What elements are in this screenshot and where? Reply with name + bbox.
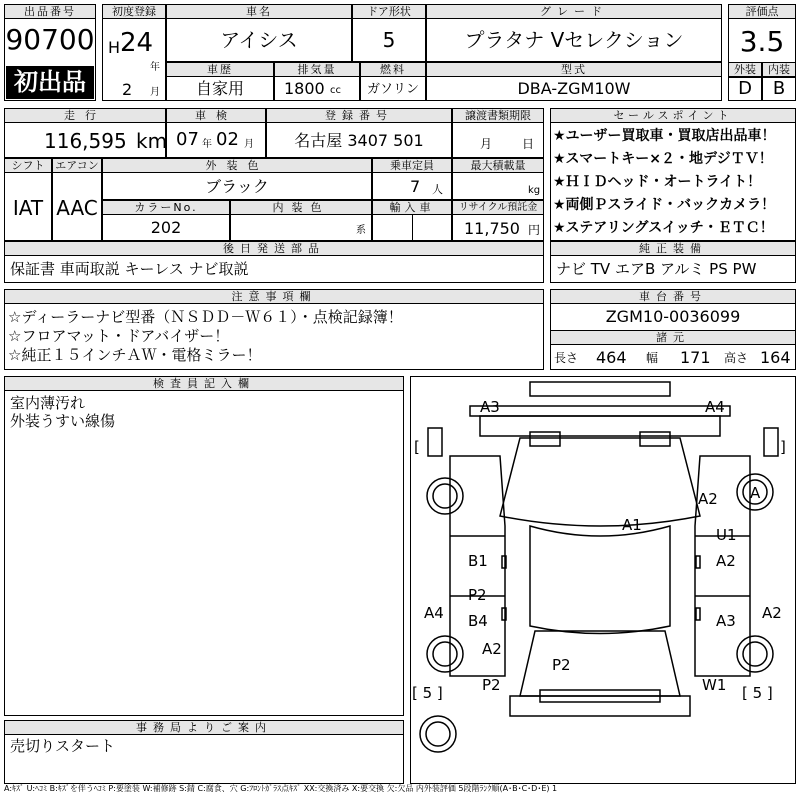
sales-point-1: ★ユーザー買取車・買取店出品車！ [553, 128, 776, 144]
color-no-label: カラーNo. [102, 200, 230, 215]
shift-label: シフト [4, 158, 52, 173]
inspection-year: 07 [176, 129, 199, 150]
office-note: 売切りスタート [10, 737, 116, 755]
import-divider [412, 215, 452, 241]
door-handle-right-rear [696, 608, 700, 620]
chassis-number: ZGM10-0036099 [605, 307, 741, 326]
car-name-label: 車名 [166, 4, 352, 19]
note-1: ☆ディーラーナビ型番（ＮＳＤＤ－Ｗ６１）・点検記録簿！ [8, 308, 403, 326]
sales-points-label: セールスポイント [550, 108, 796, 123]
equipment: ナビ TV エアB アルミ PS PW [556, 260, 757, 278]
car-damage-diagram [410, 376, 796, 784]
mark-rear-left-box: [ 5 ] [412, 684, 443, 702]
door-handle-right [696, 556, 700, 568]
inspection-label: 車検 [166, 108, 266, 123]
mark-left-rear-bottom: P2 [482, 676, 501, 694]
wheel-front-left-inner [433, 484, 457, 508]
later-parts-label: 後日発送部品 [4, 241, 544, 256]
bracket-left: [ [414, 438, 420, 456]
inspection-month: 02 [216, 129, 239, 150]
wheel-rear-left-inner [433, 642, 457, 666]
recycle-unit: 円 [528, 223, 541, 237]
history: 自家用 [195, 79, 244, 98]
office-label: 事務局よりご案内 [4, 720, 404, 735]
inspection-year-unit: 年 [202, 139, 212, 150]
month-unit: 月 [150, 87, 160, 98]
recycle-label: リサイクル預託金 [452, 200, 544, 215]
bracket-right: ] [780, 438, 786, 456]
note-2: ☆フロアマット・ドアバイザー！ [8, 327, 230, 345]
door-count: 5 [382, 28, 396, 52]
mileage-unit: km [136, 129, 168, 153]
spare-wheel-inner [426, 722, 450, 746]
displacement: 1800 [284, 79, 325, 98]
inspector-line-1: 室内薄汚れ [10, 394, 86, 412]
rear-window-shape [520, 631, 680, 696]
inspection-month-unit: 月 [244, 139, 254, 150]
mark-right-front-door-1: U1 [716, 526, 737, 544]
mark-left-front-door: B1 [468, 552, 488, 570]
shift: IAT [12, 196, 44, 220]
door-handle-left-rear [502, 608, 506, 620]
fuel-label: 燃料 [360, 62, 426, 77]
exterior-label: 外装 [728, 62, 762, 77]
front-bumper-shape [470, 406, 730, 416]
rear-bumper-shape [510, 696, 690, 716]
fuel: ガソリン [366, 82, 419, 97]
year-unit: 年 [150, 62, 160, 73]
lot-number: 90700 [5, 23, 95, 56]
displacement-unit: cc [330, 85, 341, 96]
ext-color-label: 外装色 [102, 158, 372, 173]
door-handle-left [502, 556, 506, 568]
capacity-label: 乗車定員 [372, 158, 452, 173]
grade: プラタナ Vセレクション [464, 28, 684, 52]
transfer-month-unit: 月 [480, 137, 493, 151]
door-label: ドア形状 [352, 4, 426, 19]
history-label: 車歴 [166, 62, 274, 77]
first-reg-year: 24 [120, 28, 154, 58]
interior-label: 内装 [762, 62, 796, 77]
sales-point-2: ★スマートキー×２・地デジＴＶ！ [553, 151, 773, 167]
first-reg-label: 初度登録 [102, 4, 166, 19]
later-parts: 保証書 車両取説 キーレス ナビ取説 [10, 260, 249, 278]
int-color-unit: 系 [356, 225, 366, 236]
displacement-label: 排気量 [274, 62, 360, 77]
max-load-unit: kg [528, 185, 541, 196]
era: H [108, 38, 121, 57]
sales-point-3: ★ＨＩＤヘッド・オートライト！ [553, 174, 762, 190]
front-top-bar [530, 382, 670, 396]
transfer-day-unit: 日 [522, 137, 535, 151]
first-listing-badge: 初出品 [6, 66, 94, 99]
inspector-label: 検査員記入欄 [4, 376, 404, 391]
height-label: 高さ [724, 351, 749, 365]
length: 464 [596, 348, 627, 367]
wheel-rear-right-inner [743, 642, 767, 666]
mark-left-quarter: A2 [482, 640, 502, 658]
width-label: 幅 [646, 351, 659, 365]
front-grille-shape [480, 416, 720, 436]
mark-left-rear-door-2: B4 [468, 612, 488, 630]
sales-point-4: ★両側Ｐスライド・バックカメラ！ [553, 197, 776, 213]
mark-right-side: A2 [762, 604, 782, 622]
grade-label: グレード [426, 4, 722, 19]
ext-color: ブラック [205, 177, 269, 196]
mark-left-side: A4 [424, 604, 444, 622]
mark-right-quarter: W1 [702, 676, 727, 694]
first-reg-month: 2 [122, 80, 133, 99]
note-3: ☆純正１５インチＡＷ・電格ミラー！ [8, 346, 262, 364]
chassis-label: 車台番号 [550, 289, 796, 304]
height: 164 [760, 348, 791, 367]
headlight-shape [530, 432, 670, 446]
car-name: アイシス [220, 28, 298, 52]
ac-label: エアコン [52, 158, 102, 173]
mileage-label: 走行 [4, 108, 166, 123]
dims-label: 諸元 [550, 330, 796, 345]
model-code: DBA-ZGM10W [517, 79, 631, 98]
reg-number-label: 登録番号 [266, 108, 452, 123]
mark-right-rear-door: A3 [716, 612, 736, 630]
mark-left-rear-door-1: P2 [468, 586, 487, 604]
mark-rear-glass: P2 [552, 656, 571, 674]
ac: AAC [56, 196, 98, 220]
mark-front-right-fender: A2 [698, 490, 718, 508]
mirror-left [428, 428, 442, 456]
hood-shape [500, 438, 700, 526]
interior-grade: B [772, 78, 786, 99]
mirror-right [764, 428, 778, 456]
import-label: 輸入車 [372, 200, 452, 215]
notes-label: 注意事項欄 [4, 289, 544, 304]
transfer-label: 譲渡書類期限 [452, 108, 544, 123]
score-label: 評価点 [728, 4, 796, 19]
capacity-unit: 人 [432, 183, 443, 196]
width: 171 [680, 348, 711, 367]
mark-front-right-wheel: A [750, 484, 761, 502]
inspector-line-2: 外装うすい線傷 [10, 412, 116, 430]
equipment-label: 純正装備 [550, 241, 796, 256]
mark-front-left: A3 [480, 398, 500, 416]
length-label: 長さ [554, 351, 579, 365]
model-code-label: 型式 [426, 62, 722, 77]
reg-number: 名古屋 3407 501 [294, 131, 424, 150]
exterior-grade: D [738, 78, 752, 99]
score: 3.5 [739, 25, 785, 58]
lot-number-label: 出品番号 [4, 4, 96, 19]
mark-rear-right-box: [ 5 ] [742, 684, 773, 702]
mark-front-right: A4 [705, 398, 725, 416]
mark-right-front-door-2: A2 [716, 552, 736, 570]
int-color-label: 内装色 [230, 200, 372, 215]
color-no: 202 [150, 218, 182, 237]
mileage: 116,595 [44, 129, 127, 153]
roof-shape [530, 526, 670, 634]
capacity: 7 [410, 177, 421, 196]
legend: A:ｷｽﾞ U:ﾍｺﾐ B:ｷｽﾞを伴うﾍｺﾐ P:要塗装 W:補修跡 S:錆 C:腐食、穴 G:ﾌﾛﾝﾄｶﾞﾗｽ点ｷｽﾞ XX:交換済み X:要交換 欠:欠品 内外装評価 5段階ﾗﾝｸ順(A･B･C･D･E) 1 [4, 784, 558, 793]
sales-point-5: ★ステアリングスイッチ・ＥＴＣ！ [553, 220, 774, 236]
mark-hood: A1 [622, 516, 642, 534]
max-load-label: 最大積載量 [452, 158, 544, 173]
recycle: 11,750 [464, 219, 520, 238]
